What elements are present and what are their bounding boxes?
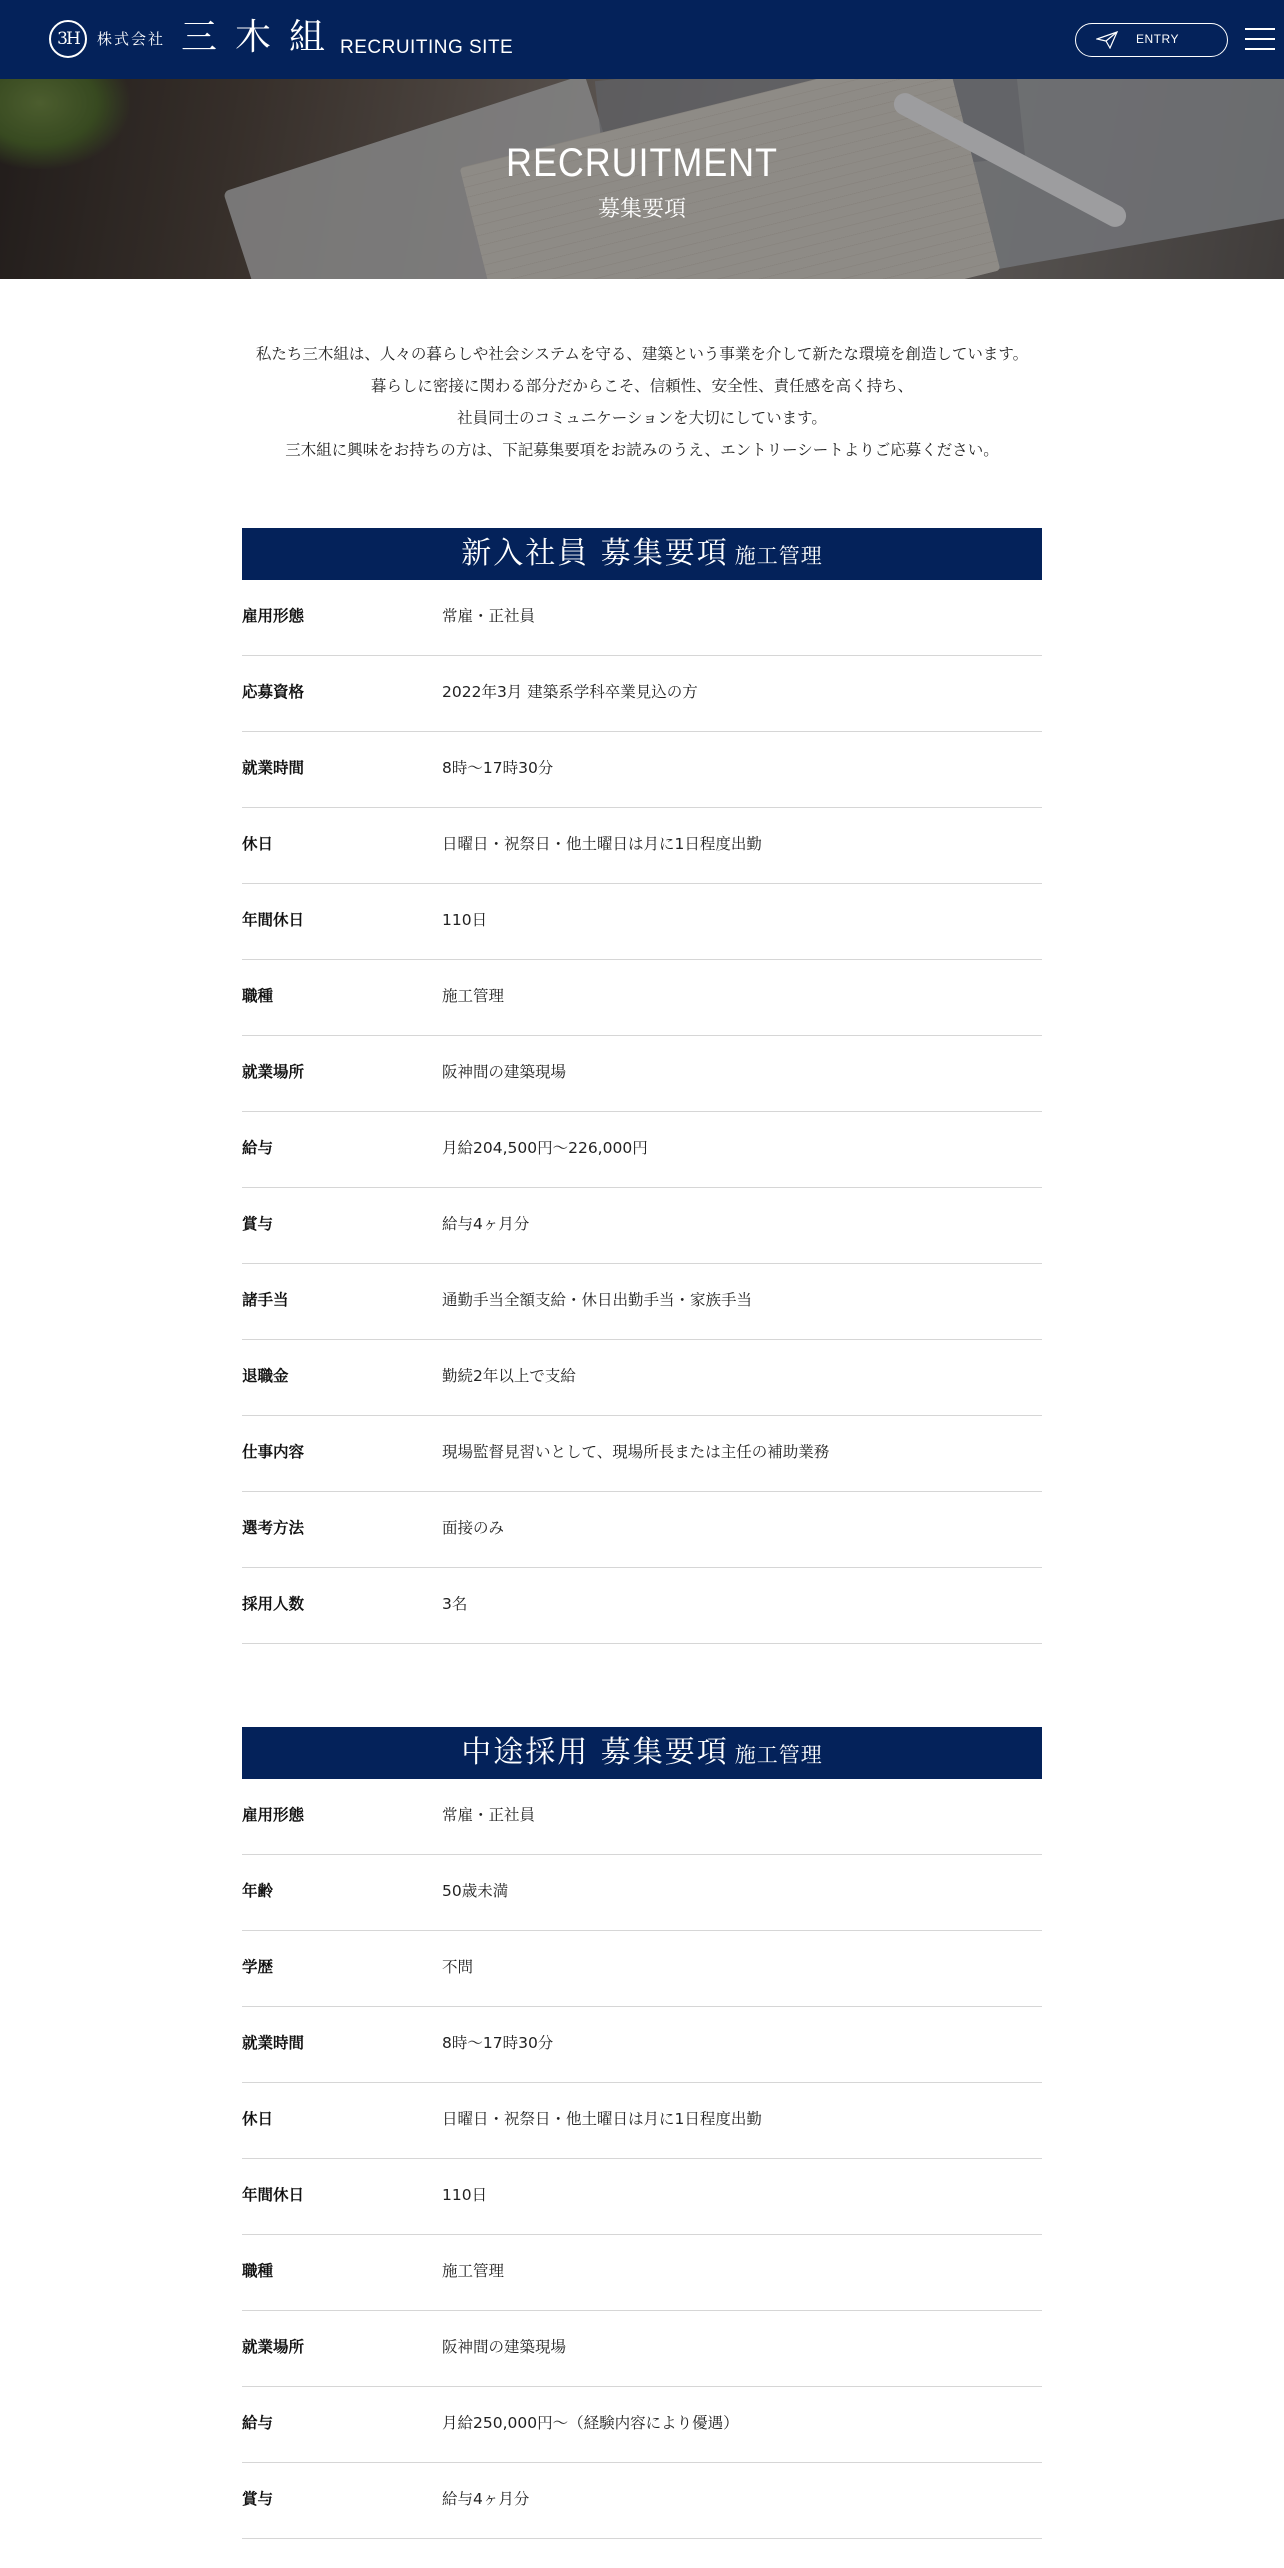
row-value: 2022年3月 建築系学科卒業見込の方	[442, 683, 698, 701]
row-value: 面接のみ	[442, 1519, 505, 1537]
logo-icon[interactable]: 3H	[49, 20, 87, 58]
row-label: 就業場所	[242, 2338, 305, 2356]
row-value: 8時～17時30分	[442, 2034, 554, 2052]
table-row	[242, 2235, 1042, 2311]
intro-text	[0, 338, 1284, 466]
row-label: 年間休日	[242, 2186, 305, 2204]
new-graduate-requirements	[242, 528, 1042, 1644]
entry-button[interactable]	[1075, 23, 1228, 57]
row-label: 雇用形態	[242, 607, 305, 625]
table-row	[242, 1036, 1042, 1112]
table-row	[242, 1931, 1042, 2007]
intro-line: 社員同士のコミュニケーションを大切にしています。	[457, 409, 827, 427]
intro-line: 三木組に興味をお持ちの方は、下記募集要項をお読みのうえ、エントリーシートよりご応募ください。	[285, 441, 999, 459]
row-value: 110日	[442, 2186, 488, 2204]
row-label: 選考方法	[242, 1519, 305, 1537]
row-label: 賞与	[242, 1215, 274, 1233]
intro-line: 暮らしに密接に関わる部分だからこそ、信頼性、安全性、責任感を高く持ち、	[370, 377, 914, 395]
row-label: 雇用形態	[242, 1806, 305, 1824]
corp-prefix: 株式会社	[97, 30, 166, 48]
row-value: 施工管理	[442, 987, 505, 1005]
intro-line: 私たち三木組は、人々の暮らしや社会システムを守る、建築という事業を介して新たな環境を創造しています。	[255, 345, 1029, 363]
row-value: 勤続2年以上で支給	[442, 1367, 576, 1385]
row-value: 給与4ヶ月分	[442, 2490, 530, 2508]
table-row	[242, 1340, 1042, 1416]
table-row	[242, 2387, 1042, 2463]
row-label: 年齢	[242, 1882, 274, 1900]
section-title: 新入社員 募集要項	[461, 536, 729, 571]
section-heading	[242, 1727, 1042, 1779]
row-label: 休日	[242, 835, 274, 853]
table-row	[242, 580, 1042, 656]
row-value: 月給250,000円～（経験内容により優遇）	[442, 2414, 739, 2432]
table-row	[242, 2007, 1042, 2083]
table-row	[242, 1112, 1042, 1188]
row-label: 年間休日	[242, 911, 305, 929]
row-value: 8時～17時30分	[442, 759, 554, 777]
row-label: 就業時間	[242, 759, 305, 777]
table-row	[242, 1188, 1042, 1264]
table-row	[242, 2159, 1042, 2235]
section-subtitle: 施工管理	[734, 544, 823, 568]
site-header	[0, 0, 1284, 79]
entry-button-label: ENTRY	[1136, 32, 1179, 46]
table-row	[242, 1779, 1042, 1855]
row-label: 諸手当	[242, 1291, 289, 1309]
row-label: 職種	[242, 2262, 274, 2280]
row-label: 就業時間	[242, 2034, 305, 2052]
mid-career-requirements	[242, 1727, 1042, 2539]
corp-name-logo[interactable]: 三木組	[181, 17, 344, 58]
row-label: 応募資格	[242, 683, 305, 701]
row-value: 現場監督見習いとして、現場所長または主任の補助業務	[442, 1443, 830, 1461]
hero-title: RECRUITMENT	[506, 141, 778, 185]
row-value: 常雇・正社員	[442, 607, 536, 625]
row-label: 給与	[242, 2414, 274, 2432]
row-label: 給与	[242, 1139, 274, 1157]
row-value: 不問	[442, 1958, 474, 1976]
row-label: 休日	[242, 2110, 274, 2128]
table-row	[242, 1492, 1042, 1568]
row-value: 施工管理	[442, 2262, 505, 2280]
row-label: 職種	[242, 987, 274, 1005]
table-row	[242, 960, 1042, 1036]
row-label: 学歴	[242, 1958, 274, 1976]
section-subtitle: 施工管理	[734, 1743, 823, 1767]
table-row	[242, 2311, 1042, 2387]
table-row	[242, 1416, 1042, 1492]
row-value: 日曜日・祝祭日・他土曜日は月に1日程度出勤	[442, 835, 762, 853]
hero-subtitle: 募集要項	[597, 197, 686, 222]
row-label: 退職金	[242, 1367, 289, 1385]
table-row	[242, 884, 1042, 960]
paper-plane-icon	[1096, 31, 1118, 49]
row-value: 通勤手当全額支給・休日出勤手当・家族手当	[442, 1291, 753, 1309]
row-label: 賞与	[242, 2490, 274, 2508]
table-row	[242, 1568, 1042, 1644]
site-label: RECRUITING SITE	[340, 37, 514, 58]
section-heading	[242, 528, 1042, 580]
table-row	[242, 1264, 1042, 1340]
row-value: 阪神間の建築現場	[442, 1063, 567, 1081]
row-value: 常雇・正社員	[442, 1806, 536, 1824]
table-row	[242, 808, 1042, 884]
row-value: 給与4ヶ月分	[442, 1215, 530, 1233]
hamburger-menu-icon[interactable]	[1245, 26, 1275, 52]
row-value: 50歳未満	[442, 1882, 509, 1900]
row-value: 110日	[442, 911, 488, 929]
table-row	[242, 2463, 1042, 2539]
hero-banner	[0, 79, 1284, 279]
row-value: 阪神間の建築現場	[442, 2338, 567, 2356]
row-label: 仕事内容	[242, 1443, 305, 1461]
row-value: 日曜日・祝祭日・他土曜日は月に1日程度出勤	[442, 2110, 762, 2128]
table-row	[242, 1855, 1042, 1931]
table-row	[242, 656, 1042, 732]
row-label: 就業場所	[242, 1063, 305, 1081]
table-row	[242, 2083, 1042, 2159]
table-row	[242, 732, 1042, 808]
section-title: 中途採用 募集要項	[461, 1735, 729, 1770]
row-value: 月給204,500円～226,000円	[442, 1139, 648, 1157]
row-value: 3名	[442, 1595, 468, 1613]
row-label: 採用人数	[242, 1595, 305, 1613]
